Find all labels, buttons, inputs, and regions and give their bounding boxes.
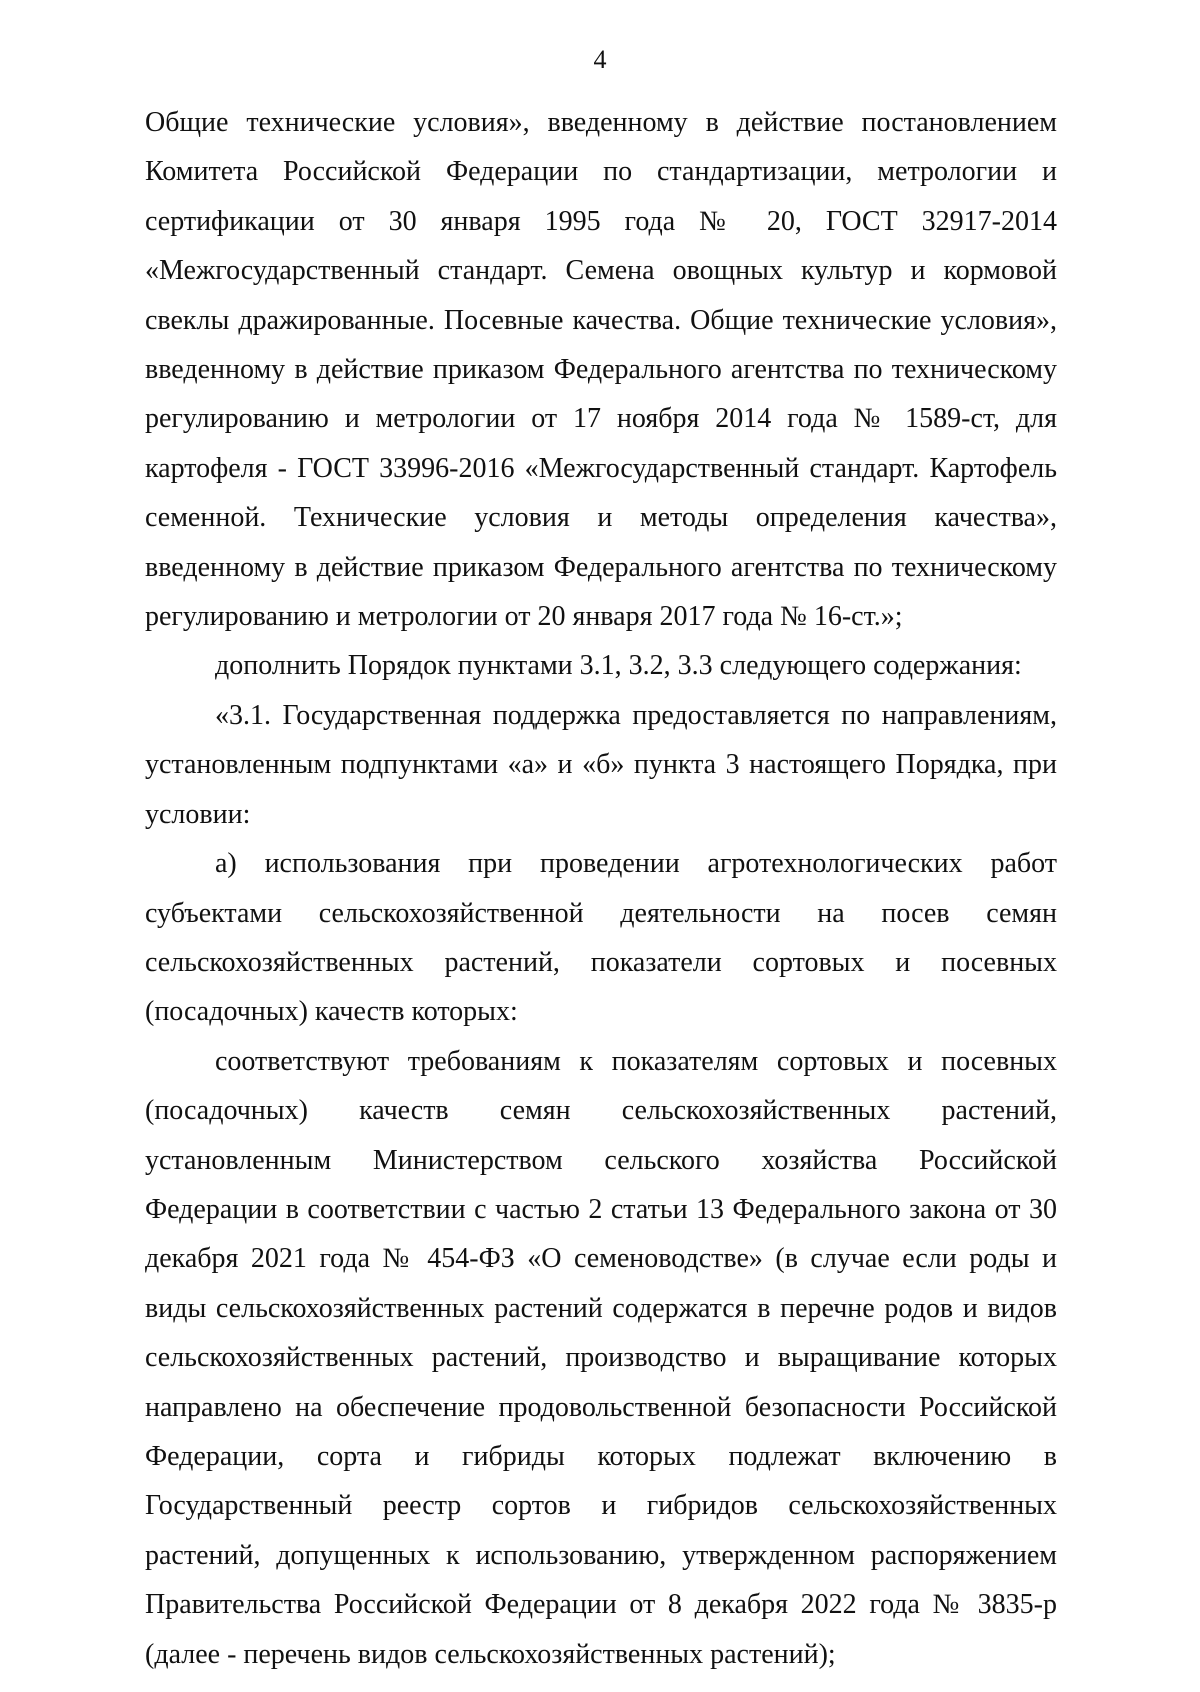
page-number: 4 [593, 45, 607, 74]
paragraph-2: дополнить Порядок пунктами 3.1, 3.2, 3.3 следующего содержания: [215, 650, 1022, 682]
document-body [145, 98, 1057, 1679]
paragraph-4: а) использования при проведении агротехнологических работ субъектами сельскохозяйственной деятельности на посев семян сельскохозяйственных растений, показатели сортовых и посевных (посадочных) качеств которых: [145, 848, 1057, 1028]
paragraph-3: «3.1. Государственная поддержка предоставляется по направлениям, установленным подпунктами «а» и «б» пункта 3 настоящего Порядка, при условии: [145, 699, 1057, 830]
paragraph-5: соответствуют требованиям к показателям сортовых и посевных (посадочных) качеств семян сельскохозяйственных растений, установленным Министерством сельского хозяйства Российской Федерации в соответствии с частью 2 статьи 13 Федерального закона от 30 декабря 2021 года № 454-ФЗ «О семеноводстве» (в случае если роды и виды сельскохозяйственных растений содержатся в перечне родов и видов сельскохозяйственных растений, производство и выращивание которых направлено на обеспечение продовольственной безопасности Российской Федерации, сорта и гибриды которых подлежат включению в Государственный реестр сортов и гибридов сельскохозяйственных растений, допущенных к использованию, утвержденном распоряжением Правительства Российской Федерации от 8 декабря 2022 года № 3835-р (далее - перечень видов сельскохозяйственных растений); [145, 1045, 1057, 1670]
paragraph-1: Общие технические условия», введенному в действие постановлением Комитета Российской Федерации по стандартизации, метрологии и сертификации от 30 января 1995 года № 20, ГОСТ 32917-2014 «Межгосударственный стандарт. Семена овощных культур и кормовой свеклы дражированные. Посевные качества. Общие технические условия», введенному в действие приказом Федерального агентства по техническому регулированию и метрологии от 17 ноября 2014 года № 1589-ст, для картофеля - ГОСТ 33996-2016 «Межгосударственный стандарт. Картофель семенной. Технические условия и методы определения качества», введенному в действие приказом Федерального агентства по техническому регулированию и метрологии от 20 января 2017 года № 16-ст.»; [145, 107, 1057, 633]
